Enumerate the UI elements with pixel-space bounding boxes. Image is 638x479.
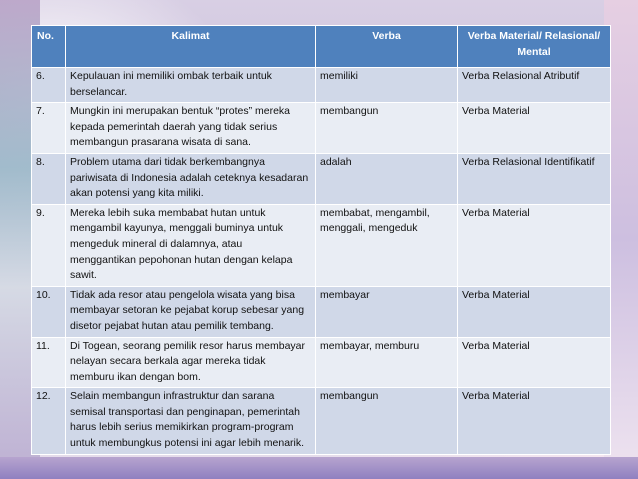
cell-kalimat: Problem utama dari tidak berkembangnya pariwisata di Indonesia adalah ceteknya kesadaran akan potensi yang kita miliki. — [66, 153, 316, 204]
cell-jenis: Verba Material — [458, 388, 611, 454]
cell-verba: membabat, mengambil, menggali, mengeduk — [316, 204, 458, 286]
cell-no: 8. — [32, 153, 66, 204]
cell-verba: memiliki — [316, 68, 458, 103]
header-verba: Verba — [316, 26, 458, 68]
cell-verba: membangun — [316, 388, 458, 454]
table-row — [32, 388, 611, 454]
header-no: No. — [32, 26, 66, 68]
cell-no: 12. — [32, 388, 66, 454]
cell-no: 7. — [32, 103, 66, 154]
header-kalimat: Kalimat — [66, 26, 316, 68]
cell-verba: adalah — [316, 153, 458, 204]
cell-jenis: Verba Relasional Identifikatif — [458, 153, 611, 204]
cell-verba: membayar, memburu — [316, 337, 458, 388]
cell-no: 11. — [32, 337, 66, 388]
cell-jenis: Verba Material — [458, 103, 611, 154]
cell-kalimat: Mungkin ini merupakan bentuk “protes” mereka kepada pemerintah daerah yang tidak serius membangun prasarana wisata di sana. — [66, 103, 316, 154]
table-row — [32, 153, 611, 204]
cell-jenis: Verba Material — [458, 286, 611, 337]
table-row — [32, 204, 611, 286]
cell-kalimat: Tidak ada resor atau pengelola wisata yang bisa membayar setoran ke pejabat korup sebesar yang disetor pejabat hutan atau pemilik tembang. — [66, 286, 316, 337]
table-header-row — [32, 26, 611, 68]
cell-kalimat: Selain membangun infrastruktur dan sarana semisal transportasi dan penginapan, pemerintah harus lebih serius memikirkan program-program untuk membungkus potensi ini agar lebih menarik. — [66, 388, 316, 454]
table-row — [32, 286, 611, 337]
table-row — [32, 337, 611, 388]
cell-jenis: Verba Material — [458, 204, 611, 286]
table-row — [32, 68, 611, 103]
slide-background-bottom — [0, 457, 638, 479]
cell-kalimat: Mereka lebih suka membabat hutan untuk mengambil kayunya, menggali buminya untuk mengeduk mineral di dalamnya, atau menggantikan pepohonan hutan dengan kelapa sawit. — [66, 204, 316, 286]
cell-jenis: Verba Relasional Atributif — [458, 68, 611, 103]
cell-kalimat: Di Togean, seorang pemilik resor harus membayar nelayan secara berkala agar mereka tidak memburu ikan dengan bom. — [66, 337, 316, 388]
cell-jenis: Verba Material — [458, 337, 611, 388]
cell-no: 9. — [32, 204, 66, 286]
table-row — [32, 103, 611, 154]
cell-no: 10. — [32, 286, 66, 337]
verb-analysis-table — [31, 25, 611, 455]
cell-verba: membayar — [316, 286, 458, 337]
header-verba-material: Verba Material/ Relasional/ Mental — [458, 26, 611, 68]
cell-no: 6. — [32, 68, 66, 103]
cell-kalimat: Kepulauan ini memiliki ombak terbaik untuk berselancar. — [66, 68, 316, 103]
cell-verba: membangun — [316, 103, 458, 154]
